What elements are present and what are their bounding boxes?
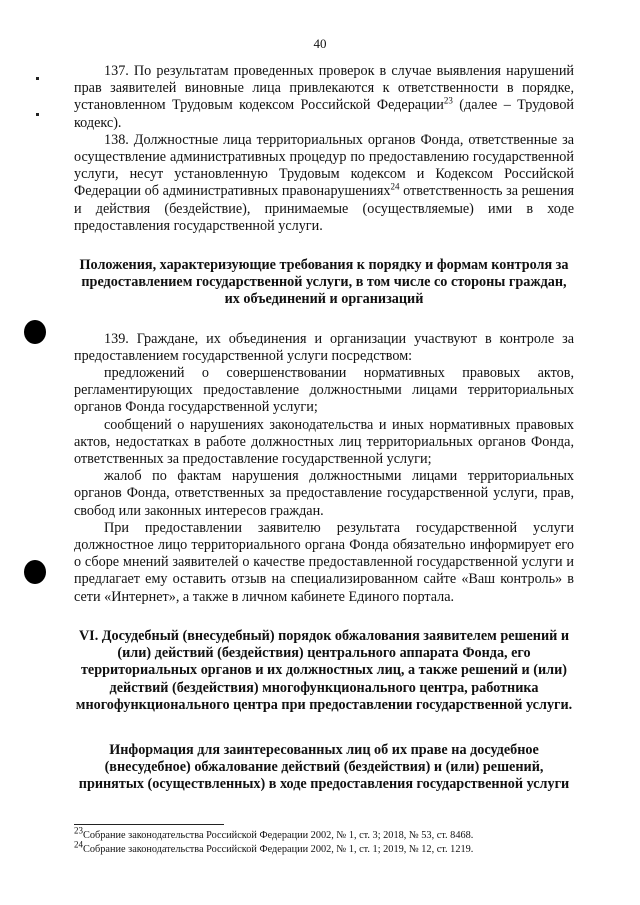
footnote-divider [74, 824, 224, 825]
footnote-23: $^{23}$Собрание законодательства Российской Федерации 2002, № 1, ст. 3; 2018, № 53, ст. 8468. [74, 825, 474, 841]
paragraph-139: 139. Граждане, их объединения и организации участвуют в контроле за предоставлением государственной услуги посредством: [74, 330, 574, 364]
footnote-ref-24: 24 [390, 181, 400, 192]
paragraph-feedback: При предоставлении заявителю результата государственной услуги должностное лицо территориального органа Фонда обязательно информирует его о сборе мнений заявителей о качестве предоставленной государственной услуги и предлагает ему оставить отзыв на специализированном сайте «Ваш контроль» в сети «Интернет», а также в личном кабинете Единого портала. [74, 519, 574, 605]
punch-hole-top [24, 320, 46, 344]
section-heading-vi: VI. Досудебный (внесудебный) порядок обжалования заявителем решений и (или) действий (бездействия) центрального аппарата Фонда, его территориальных органов и их должностных лиц, а также решений и (или) действий (бездействия) многофункционального центра, работника многофункционального центра при предоставлении государственной услуги. [75, 627, 573, 713]
paragraph-139-item-3: жалоб по фактам нарушения должностными лицами территориальных органов Фонда, ответственных за предоставление государственной услуги, прав, свобод или законных интересов граждан. [74, 468, 574, 519]
footnote-24: $^{24}$Собрание законодательства Российской Федерации 2002, № 1, ст. 1; 2019, № 12, ст. 1219. [74, 839, 474, 855]
section-heading-control: Положения, характеризующие требования к порядку и формам контроля за предоставлением государственной услуги, в том числе со стороны граждан, их объединений и организаций [79, 257, 569, 308]
scan-speck [36, 77, 39, 80]
page-number: 40 [313, 36, 327, 51]
paragraph-139-item-2: сообщений о нарушениях законодательства и иных нормативных правовых актов, недостатках в работе должностных лиц территориальных органов Фонда, ответственных за предоставление государственной услуги; [74, 416, 574, 468]
section-heading-info: Информация для заинтересованных лиц об их праве на досудебное (внесудебное) обжалование действий (бездействия) и (или) решений, принятых (осуществленных) в ходе предоставления государственной услуги [78, 741, 570, 793]
footnotes [74, 825, 574, 856]
document-body [74, 63, 574, 794]
paragraph-138: 138. Должностные лица территориальных органов Фонда, ответственные за осуществление административных процедур по предоставлению государственной услуги, несут установленную Трудовым кодексом и Кодексом Российской Федерации об административных правонарушениях$^{24}$ ответственность за решения и действия (бездействие), принимаемые (осуществляемые) ими в ходе предоставления государственной услуги. [74, 131, 574, 234]
paragraph-139-item-1: предложений о совершенствовании нормативных правовых актов, регламентирующих предоставление должностными лицами территориальных органов Фонда государственной услуги; [74, 365, 574, 416]
paragraph-137: 137. По результатам проведенных проверок в случае выявления нарушений прав заявителей виновные лица привлекаются к ответственности в порядке, установленном Трудовым кодексом Российской Федерации$^{23}$ (далее – Трудовой кодекс). [74, 63, 575, 131]
scan-speck [36, 113, 39, 116]
footnote-ref-23: 23 [443, 95, 453, 106]
punch-hole-bottom [24, 560, 46, 584]
